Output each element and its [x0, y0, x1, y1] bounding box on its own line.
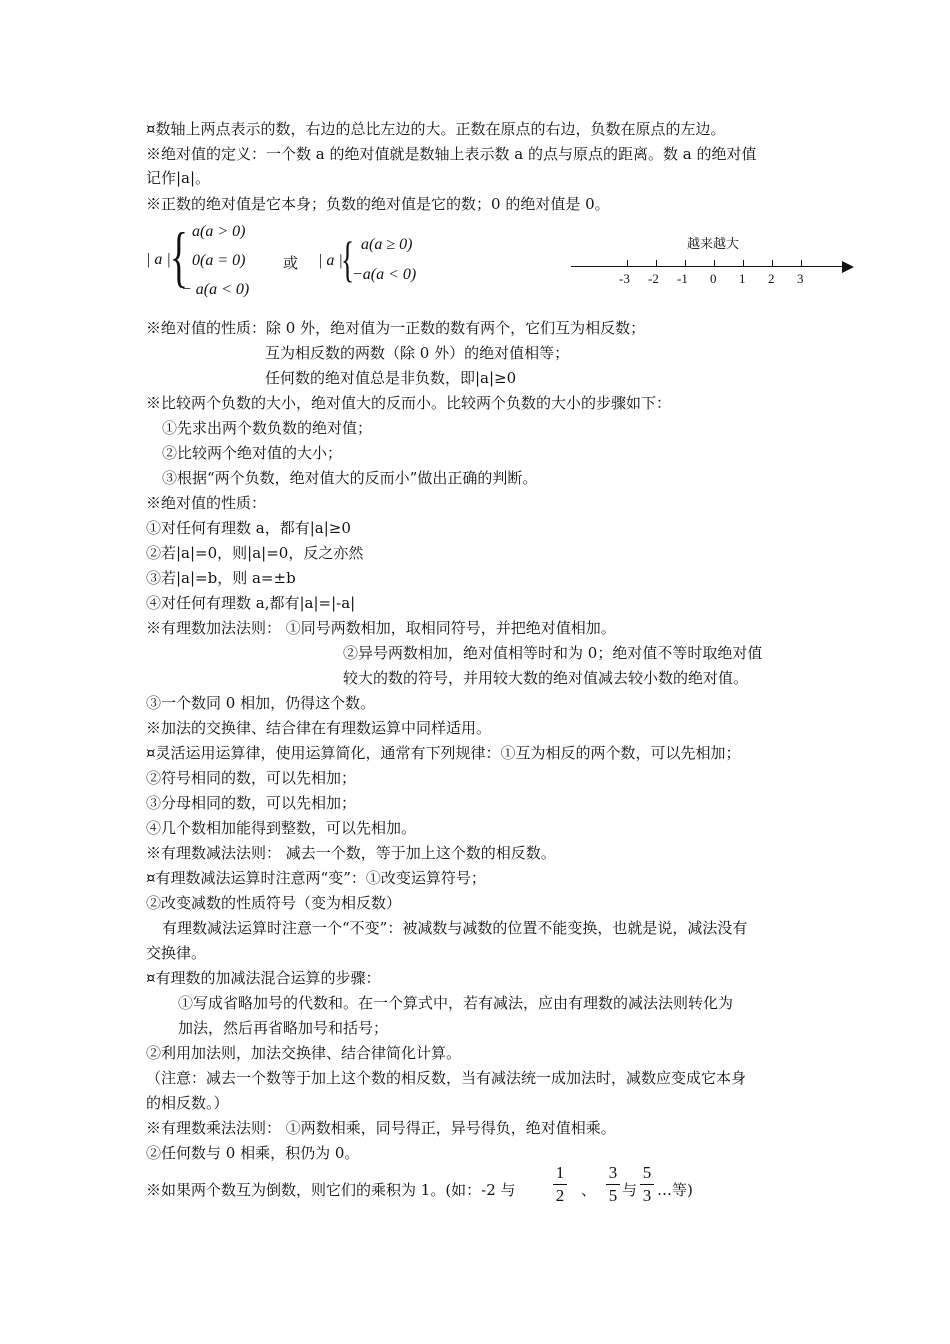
text-line: 有理数减法运算时注意一个“不变”：被减数与减数的位置不能变换，也就是说，减法没有: [162, 919, 748, 937]
text-segment: 与: [622, 1181, 638, 1199]
fraction-numerator: 3: [608, 1163, 618, 1182]
fraction-numerator: 1: [555, 1163, 565, 1182]
text-line: ※有理数减法法则： 减去一个数，等于加上这个数的相反数。: [146, 844, 556, 862]
text-line: ③分母相同的数，可以先相加；: [146, 794, 357, 812]
text-line: ②利用加法则，加法交换律、结合律简化计算。: [146, 1044, 462, 1062]
fraction-5-3: [640, 1163, 654, 1206]
tick-label: -3: [619, 271, 630, 286]
formula-case: −a(a < 0): [352, 266, 417, 283]
text-line: 加法，然后再省略加号和括号；: [178, 1019, 389, 1037]
fraction-3-5: [606, 1163, 620, 1206]
number-line-axis: [571, 266, 843, 267]
text-line: ①先求出两个数负数的绝对值；: [162, 419, 373, 437]
text-line: ¤灵活运用运算律，使用运算简化，通常有下列规律：①互为相反的两个数，可以先相加；: [146, 744, 741, 762]
fraction-denominator: 5: [608, 1186, 618, 1205]
text-line: ※正数的绝对值是它本身；负数的绝对值是它的数；0 的绝对值是 0。: [146, 195, 610, 213]
text-line: ※有理数乘法法则： ①两数相乘，同号得正，异号得负，绝对值相乘。: [146, 1119, 616, 1137]
text-line: ※加法的交换律、结合律在有理数运算中同样适用。: [146, 719, 492, 737]
text-line: ②符号相同的数，可以先相加；: [146, 769, 357, 787]
text-line: ③一个数同 0 相加，仍得这个数。: [146, 694, 376, 712]
fraction-bar: [553, 1184, 567, 1185]
text-line: ①写成省略加号的代数和。在一个算式中，若有减法，应由有理数的减法法则转化为: [178, 994, 734, 1012]
or-text: 或: [283, 254, 299, 272]
text-line: ③根据“两个负数，绝对值大的反而小”做出正确的判断。: [162, 469, 538, 487]
formula-case: a(a > 0): [192, 223, 246, 240]
formula-case: − a(a < 0): [181, 281, 250, 298]
text-line: 交换律。: [146, 944, 207, 962]
tick-label: 3: [797, 271, 804, 286]
text-line: ¤有理数的加减法混合运算的步骤：: [146, 969, 381, 987]
text-segment: …等): [657, 1181, 693, 1199]
fraction-denominator: 2: [555, 1186, 565, 1205]
separator-text: 、: [581, 1181, 597, 1199]
tick-label: 2: [768, 271, 775, 286]
fraction-bar: [640, 1184, 654, 1185]
number-line-caption: 越来越大: [687, 237, 740, 252]
tick-label: 0: [710, 271, 717, 286]
text-line: ※绝对值的定义：一个数 a 的绝对值就是数轴上表示数 a 的点与原点的距离。数 a 的绝对值: [146, 145, 757, 163]
tick-mark: [656, 260, 657, 266]
text-line: ※有理数加法法则： ①同号两数相加，取相同符号，并把绝对值相加。: [146, 619, 616, 637]
arrow-right-icon: [842, 261, 854, 273]
text-line: ※绝对值的性质：除 0 外，绝对值为一正数的数有两个，它们互为相反数；: [146, 319, 646, 337]
text-line: （注意：减去一个数等于加上这个数的相反数，当有减法统一成加法时，减数应变成它本身: [146, 1069, 747, 1087]
text-line: 记作|a|。: [146, 169, 211, 187]
formula-case: 0(a = 0): [192, 252, 246, 269]
brace-symbol: {: [170, 218, 188, 294]
tick-label: -2: [648, 271, 659, 286]
text-line: 任何数的绝对值总是非负数，即|a|≥0: [265, 369, 517, 387]
text-segment: ※如果两个数互为倒数，则它们的乘积为 1。(如：-2 与: [146, 1181, 516, 1199]
formula-lhs: | a |: [318, 252, 343, 269]
text-line: ¤有理数减法运算时注意两“变”：①改变运算符号；: [146, 869, 486, 887]
formula-lhs: | a |: [146, 251, 171, 268]
text-line: 互为相反数的两数（除 0 外）的绝对值相等；: [265, 344, 570, 362]
fraction-denominator: 3: [642, 1186, 652, 1205]
tick-mark: [714, 260, 715, 266]
text-line: ①对任何有理数 a，都有|a|≥0: [146, 519, 351, 537]
text-line: 的相反数。）: [146, 1094, 229, 1112]
fraction-bar: [606, 1184, 620, 1185]
tick-mark: [627, 260, 628, 266]
tick-mark: [772, 260, 773, 266]
text-line: ¤数轴上两点表示的数，右边的总比左边的大。正数在原点的右边，负数在原点的左边。: [146, 120, 726, 138]
brace-symbol: {: [341, 231, 355, 287]
text-line: ②若|a|=0，则|a|=0，反之亦然: [146, 544, 364, 562]
text-line: ※绝对值的性质：: [146, 494, 267, 512]
fraction-numerator: 5: [642, 1163, 652, 1182]
tick-mark: [801, 260, 802, 266]
text-line: ②比较两个绝对值的大小；: [162, 444, 343, 462]
text-line: ②异号两数相加，绝对值相等时和为 0；绝对值不等时取绝对值: [343, 644, 763, 662]
formula-case: a(a ≥ 0): [361, 236, 413, 253]
text-line: ④几个数相加能得到整数，可以先相加。: [146, 819, 417, 837]
tick-label: 1: [739, 271, 746, 286]
text-line: ③若|a|=b，则 a=±b: [146, 569, 296, 587]
text-line: ②任何数与 0 相乘，积仍为 0。: [146, 1144, 360, 1162]
fraction-1-2: [553, 1163, 567, 1206]
tick-label: -1: [677, 271, 688, 286]
text-line: 较大的数的符号，并用较大数的绝对值减去较小数的绝对值。: [343, 669, 749, 687]
tick-mark: [743, 260, 744, 266]
text-line: ②改变减数的性质符号（变为相反数）: [146, 894, 402, 912]
tick-mark: [685, 260, 686, 266]
text-line: ※比较两个负数的大小，绝对值大的反而小。比较两个负数的大小的步骤如下：: [146, 394, 672, 412]
text-line: ④对任何有理数 a,都有|a|=|-a|: [146, 594, 356, 612]
